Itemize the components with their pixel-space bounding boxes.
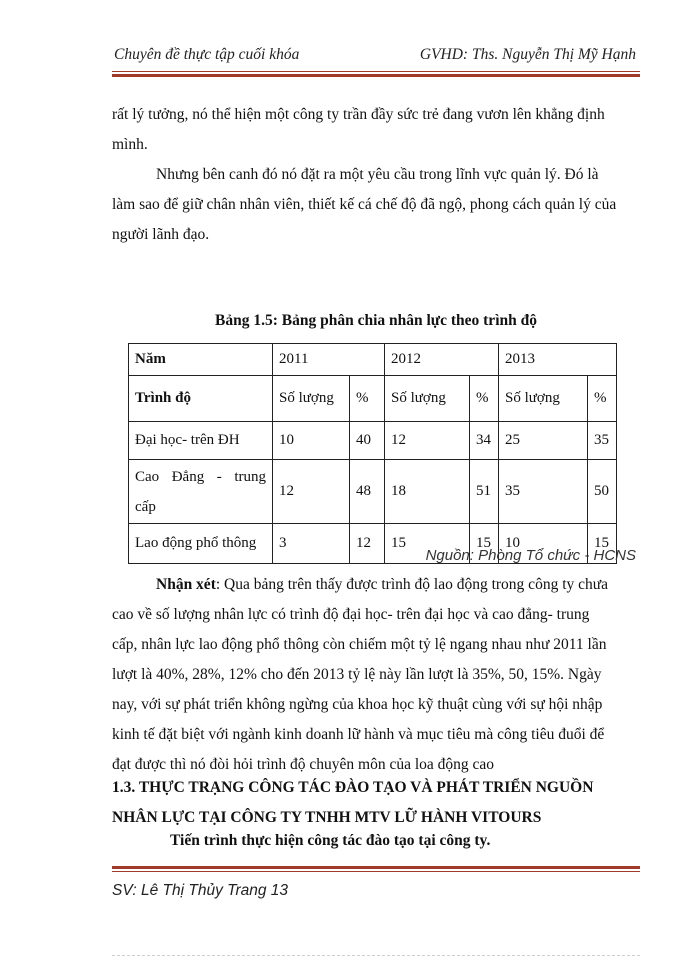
value-cell: 15	[588, 524, 617, 564]
text-line: rất lý tưởng, nó thể hiện một công ty trần đầy sức trẻ đang vươn lên khẳng định	[112, 106, 605, 123]
value-cell: 15	[470, 524, 499, 564]
table-row	[129, 460, 617, 524]
page-bottom-border	[112, 955, 640, 956]
text-line: mình.	[112, 136, 148, 153]
value-cell: 12	[350, 524, 385, 564]
comment-label: Nhận xét	[156, 576, 216, 593]
text-line: làm sao để giữ chân nhân viên, thiết kế cá chế độ đã ngộ, phong cách quản lý của	[112, 196, 617, 213]
year-header: 2013	[499, 344, 617, 376]
value-cell: 15	[385, 524, 470, 564]
year-header: 2011	[273, 344, 385, 376]
value-cell: 48	[350, 460, 385, 524]
text-line: Nhưng bên canh đó nó đặt ra một yêu cầu trong lĩnh vực quản lý. Đó là	[156, 166, 599, 183]
value-cell: 10	[273, 422, 350, 460]
comment-first-line: : Qua bảng trên thấy được trình độ lao động trong công ty chưa	[215, 576, 609, 593]
footer-rule-thick	[112, 866, 640, 869]
qty-header: Số lượng	[385, 376, 470, 422]
text-line	[112, 570, 636, 600]
level-cell	[129, 460, 273, 524]
text-line: đạt được thì nó đòi hỏi trình độ chuyên môn của loa động cao	[112, 756, 495, 773]
header-rule-thin	[112, 71, 640, 72]
text-line: nay, với sự phát triển không ngừng của khoa học kỹ thuật cùng với sự hội nhập	[112, 696, 603, 713]
value-cell: 3	[273, 524, 350, 564]
value-cell: 50	[588, 460, 617, 524]
text-line: cấp, nhân lực lao động phổ thông còn chiếm một tỷ lệ ngang nhau như 2011 lần	[112, 636, 607, 653]
table-caption: Bảng 1.5: Bảng phân chia nhân lực theo trình độ	[215, 312, 537, 329]
value-cell: 25	[499, 422, 588, 460]
table-row	[129, 422, 617, 460]
level-cell-line: cấp	[135, 498, 156, 515]
staff-level-table	[128, 343, 617, 564]
level-header-label: Trình độ	[129, 376, 273, 422]
qty-header: Số lượng	[273, 376, 350, 422]
value-cell: 34	[470, 422, 499, 460]
page-header	[112, 46, 640, 68]
pct-header: %	[470, 376, 499, 422]
section-heading-line: NHÂN LỰC TẠI CÔNG TY TNHH MTV LỮ HÀNH VITOURS	[112, 809, 542, 826]
level-cell: Lao động phổ thông	[129, 524, 273, 564]
header-left: Chuyên đề thực tập cuối khóa	[114, 46, 300, 63]
intro-paragraph	[112, 100, 636, 250]
year-header: 2012	[385, 344, 499, 376]
value-cell: 51	[470, 460, 499, 524]
header-rule-thick	[112, 74, 640, 77]
subheading: Tiến trình thực hiện công tác đào tạo tại công ty.	[170, 832, 491, 849]
table-row	[129, 344, 617, 376]
header-right: GVHD: Ths. Nguyễn Thị Mỹ Hạnh	[419, 46, 636, 63]
text-line: lượt là 40%, 28%, 12% cho đến 2013 tỷ lệ này lần lượt là 35%, 50, 15%. Ngày	[112, 666, 602, 683]
pct-header: %	[588, 376, 617, 422]
year-header-label: Năm	[129, 344, 273, 376]
level-cell-line: Cao Đẳng - trung	[135, 468, 266, 485]
table-row	[129, 376, 617, 422]
page-footer: SV: Lê Thị Thủy Trang 13	[112, 882, 289, 899]
table-source: Nguồn: Phòng Tổ chức - HCNS	[425, 547, 636, 564]
section-heading	[112, 773, 640, 833]
comment-paragraph	[112, 570, 636, 780]
section-heading-line: 1.3. THỰC TRẠNG CÔNG TÁC ĐÀO TẠO VÀ PHÁT TRIỂN NGUỒN	[112, 779, 594, 796]
footer-rule-thin	[112, 871, 640, 872]
value-cell: 12	[273, 460, 350, 524]
qty-header: Số lượng	[499, 376, 588, 422]
value-cell: 10	[499, 524, 588, 564]
value-cell: 35	[588, 422, 617, 460]
text-line: kinh tế đặt biệt với ngành kinh doanh lữ hành và mục tiêu mà công tiêu đuổi để	[112, 726, 605, 743]
text-line: cao về số lượng nhân lực có trình độ đại học- trên đại học và cao đẳng- trung	[112, 606, 590, 623]
text-line: người lãnh đạo.	[112, 226, 210, 243]
value-cell: 12	[385, 422, 470, 460]
level-cell: Đại học- trên ĐH	[129, 422, 273, 460]
value-cell: 40	[350, 422, 385, 460]
value-cell: 35	[499, 460, 588, 524]
pct-header: %	[350, 376, 385, 422]
value-cell: 18	[385, 460, 470, 524]
